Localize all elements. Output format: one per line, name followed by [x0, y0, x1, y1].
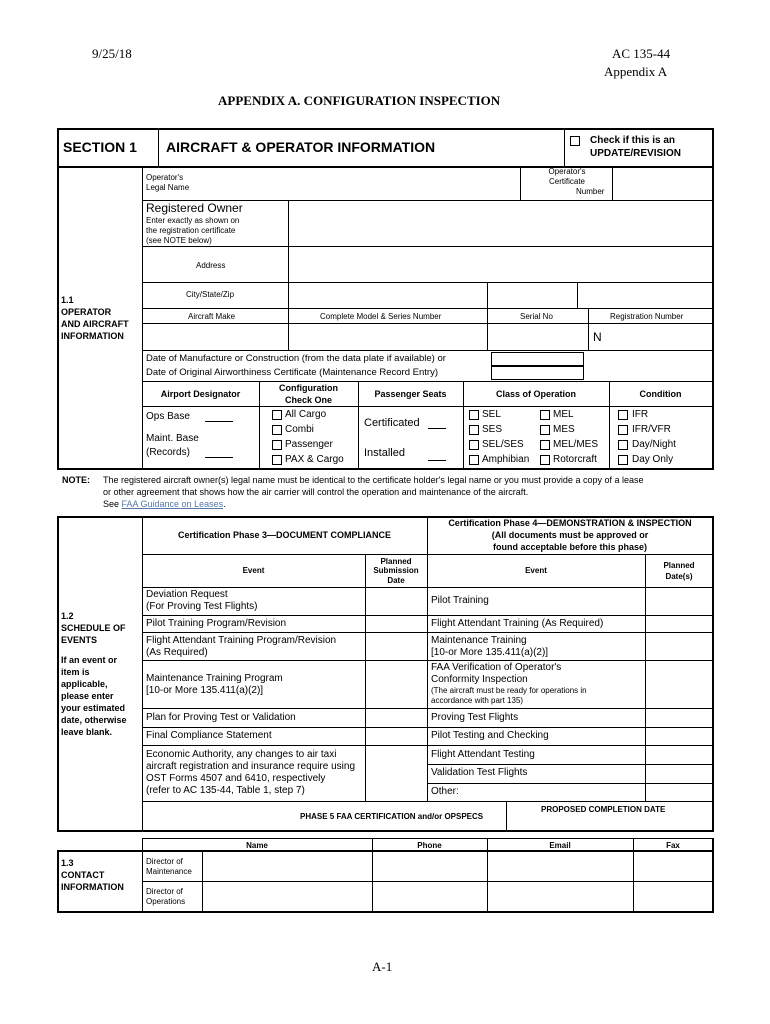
- event-pilot-testing: Pilot Testing and Checking: [431, 730, 549, 741]
- event-maint-training-1: Maintenance Training: [431, 635, 527, 646]
- airport-designator-label: Airport Designator: [160, 389, 241, 399]
- registered-owner-note-1: Enter exactly as shown on: [146, 216, 240, 225]
- faa-lease-guidance-link[interactable]: FAA Guidance on Leases: [121, 499, 224, 509]
- event-validation-flights: Validation Test Flights: [431, 767, 528, 778]
- maint-base-label-1: Maint. Base: [146, 433, 199, 444]
- contact-phone-header: Phone: [417, 841, 442, 850]
- class-of-operation-label: Class of Operation: [495, 389, 576, 399]
- event-deviation-request-1: Deviation Request: [146, 589, 228, 600]
- registered-owner-field[interactable]: [290, 202, 710, 244]
- section1-title: AIRCRAFT & OPERATOR INFORMATION: [166, 139, 436, 155]
- date-airworthiness-field[interactable]: [491, 366, 584, 380]
- condition-ifr-vfr-label: IFR/VFR: [632, 424, 671, 435]
- event-faa-verification-2: Conformity Inspection: [431, 674, 528, 685]
- planned-submission-2: Submission: [373, 566, 419, 575]
- state-field[interactable]: [489, 284, 575, 306]
- class-mes-label: MES: [553, 424, 575, 435]
- event-fa-training-program-1: Flight Attendant Training Program/Revision: [146, 635, 337, 646]
- condition-day-only-label: Day Only: [632, 454, 674, 465]
- event-pilot-training: Pilot Training: [431, 595, 489, 606]
- phase4-title-2: (All documents must be approved or: [491, 530, 649, 540]
- planned-dates-1: Planned: [663, 561, 695, 570]
- event-final-compliance: Final Compliance Statement: [146, 730, 272, 741]
- class-mel-checkbox[interactable]: [540, 410, 550, 420]
- section1-label: SECTION 1: [63, 139, 137, 155]
- config-pax-cargo-checkbox[interactable]: [272, 455, 282, 465]
- registered-owner-note-2: the registration certificate: [146, 226, 236, 235]
- date-fa-training[interactable]: [646, 616, 711, 631]
- event-other: Other:: [431, 786, 459, 797]
- event-fa-testing: Flight Attendant Testing: [431, 749, 535, 760]
- director-maintenance-2: Maintenance: [146, 867, 192, 876]
- address-field[interactable]: [290, 248, 710, 280]
- class-rotorcraft-checkbox[interactable]: [540, 455, 550, 465]
- date-fa-testing[interactable]: [646, 746, 711, 763]
- certificated-field[interactable]: [428, 428, 446, 429]
- contact-name-header: Name: [246, 841, 268, 850]
- installed-field[interactable]: [428, 460, 446, 461]
- registration-number-label: Registration Number: [610, 312, 684, 321]
- note-line-1: The registered aircraft owner(s) legal name must be identical to the certificate holder's legal name or you must provide a copy of a lease: [103, 475, 644, 485]
- class-sel-label: SEL: [482, 409, 501, 420]
- page-title: APPENDIX A. CONFIGURATION INSPECTION: [218, 93, 501, 108]
- class-mes-checkbox[interactable]: [540, 425, 550, 435]
- phase3-title: Certification Phase 3—DOCUMENT COMPLIANCE: [177, 530, 392, 540]
- note-line-2: or other agreement that shows how the air carrier will control the operation and maintenance of the aircraft.: [103, 487, 529, 497]
- registered-owner-label: Registered Owner: [146, 201, 243, 215]
- header-ac-number: AC 135-44: [612, 46, 671, 61]
- config-combi-checkbox[interactable]: [272, 425, 282, 435]
- class-sel-ses-checkbox[interactable]: [469, 440, 479, 450]
- serial-no-field[interactable]: [489, 325, 587, 348]
- date-maint-training-program[interactable]: [366, 661, 426, 707]
- class-mel-label: MEL: [553, 409, 574, 420]
- event-maint-training-program-2: [10-or More 135.411(a)(2)]: [146, 685, 264, 696]
- condition-day-night-checkbox[interactable]: [618, 440, 628, 450]
- doo-phone-field[interactable]: [374, 883, 486, 910]
- side-label-1-2-schedule: SCHEDULE OF: [61, 623, 126, 633]
- maint-base-field[interactable]: [205, 457, 233, 458]
- config-passenger-label: Passenger: [285, 439, 333, 450]
- side-note-6: date, otherwise: [61, 715, 127, 725]
- operator-legal-name-field[interactable]: [210, 168, 518, 198]
- planned-dates-2: Date(s): [665, 572, 693, 581]
- aircraft-make-field[interactable]: [144, 325, 286, 348]
- contact-fax-header: Fax: [666, 841, 680, 850]
- maint-base-label-2: (Records): [146, 447, 190, 458]
- event-plan-proving-test: Plan for Proving Test or Validation: [146, 712, 296, 723]
- event-fa-training: Flight Attendant Training (As Required): [431, 618, 604, 629]
- configuration-label-2: Check One: [284, 395, 333, 405]
- ops-base-field[interactable]: [205, 421, 233, 422]
- event-proving-test-flights: Proving Test Flights: [431, 712, 519, 723]
- planned-submission-1: Planned: [380, 557, 412, 566]
- date-other[interactable]: [646, 784, 711, 800]
- date-manufacture-field[interactable]: [491, 352, 584, 366]
- class-rotorcraft-label: Rotorcraft: [553, 454, 597, 465]
- dom-name-field[interactable]: [204, 852, 371, 880]
- dom-fax-field[interactable]: [635, 852, 711, 880]
- config-pax-cargo-label: PAX & Cargo: [285, 454, 344, 465]
- proposed-completion-field[interactable]: [508, 816, 711, 829]
- date-maint-training[interactable]: [646, 633, 711, 659]
- side-label-1-3-info: INFORMATION: [61, 882, 124, 892]
- event-economic-authority-4: (refer to AC 135-44, Table 1, step 7): [146, 785, 305, 796]
- director-maintenance-1: Director of: [146, 857, 183, 866]
- date-final-compliance[interactable]: [366, 728, 426, 744]
- director-operations-1: Director of: [146, 887, 183, 896]
- operator-legal-name-label-2: Legal Name: [146, 183, 190, 192]
- doo-email-field[interactable]: [489, 883, 632, 910]
- configuration-label-1: Configuration: [279, 383, 338, 393]
- side-label-1-1-info: INFORMATION: [61, 331, 124, 341]
- side-note-4: please enter: [61, 691, 114, 701]
- installed-label: Installed: [364, 447, 405, 459]
- update-check-label-2: UPDATE/REVISION: [590, 148, 681, 159]
- date-pilot-training-program[interactable]: [366, 616, 426, 631]
- registration-prefix: N: [593, 330, 602, 344]
- date-validation-flights[interactable]: [646, 765, 711, 782]
- event-faa-verification-1: FAA Verification of Operator's: [431, 662, 562, 673]
- model-series-field[interactable]: [290, 325, 486, 348]
- date-economic-authority[interactable]: [366, 746, 426, 800]
- update-check-label-1: Check if this is an: [590, 135, 676, 146]
- operator-cert-label-1: Operator's: [548, 167, 586, 176]
- class-mel-mes-label: MEL/MES: [553, 439, 599, 450]
- event-fa-training-program-2: (As Required): [146, 647, 208, 658]
- class-amphibian-label: Amphibian: [482, 454, 530, 465]
- condition-ifr-vfr-checkbox[interactable]: [618, 425, 628, 435]
- date-faa-verification[interactable]: [646, 661, 711, 707]
- condition-day-night-label: Day/Night: [632, 439, 676, 450]
- note-label: NOTE:: [62, 475, 90, 485]
- page-number: A-1: [372, 959, 393, 974]
- header-date: 9/25/18: [92, 46, 132, 61]
- class-ses-label: SES: [482, 424, 503, 435]
- director-operations-2: Operations: [146, 897, 186, 906]
- proposed-completion-label: PROPOSED COMPLETION DATE: [541, 805, 666, 814]
- passenger-seats-label: Passenger Seats: [374, 389, 447, 399]
- ops-base-label: Ops Base: [146, 411, 190, 422]
- event-faa-verification-note-1: (The aircraft must be ready for operations in: [431, 686, 587, 695]
- dom-email-field[interactable]: [489, 852, 632, 880]
- event-maint-training-program-1: Maintenance Training Program: [146, 673, 283, 684]
- side-note-2: item is: [61, 667, 90, 677]
- date-plan-proving-test[interactable]: [366, 709, 426, 726]
- update-revision-checkbox[interactable]: [570, 136, 580, 146]
- operator-cert-number-field[interactable]: [614, 168, 710, 198]
- event-faa-verification-note-2: accordance with part 135): [431, 696, 524, 705]
- config-passenger-checkbox[interactable]: [272, 440, 282, 450]
- operator-cert-label-2: Certificate: [548, 177, 585, 186]
- phase5-label: PHASE 5 FAA CERTIFICATION and/or OPSPECS: [300, 812, 484, 821]
- operator-legal-name-label-1: Operator's: [146, 173, 184, 182]
- side-label-1-1-number: 1.1: [61, 295, 74, 305]
- note-line-3: See FAA Guidance on Leases.: [103, 499, 226, 509]
- condition-ifr-label: IFR: [632, 409, 649, 420]
- side-label-1-3-number: 1.3: [61, 858, 74, 868]
- class-sel-ses-label: SEL/SES: [482, 439, 524, 450]
- class-amphibian-checkbox[interactable]: [469, 455, 479, 465]
- phase4-title-1: Certification Phase 4—DEMONSTRATION & INSPECTION: [448, 518, 692, 528]
- event-economic-authority-2: aircraft registration and insurance require using: [146, 761, 355, 772]
- event-deviation-request-2: (For Proving Test Flights): [146, 601, 258, 612]
- condition-label: Condition: [639, 389, 682, 399]
- side-note-1: If an event or: [61, 655, 118, 665]
- doo-name-field[interactable]: [204, 883, 371, 910]
- date-fa-training-program[interactable]: [366, 633, 426, 659]
- config-combi-label: Combi: [285, 424, 314, 435]
- date-pilot-testing[interactable]: [646, 728, 711, 744]
- city-state-zip-label: City/State/Zip: [186, 290, 235, 299]
- left-event-header: Event: [242, 566, 265, 575]
- config-all-cargo-label: All Cargo: [285, 409, 327, 420]
- contact-email-header: Email: [549, 841, 571, 850]
- class-ses-checkbox[interactable]: [469, 425, 479, 435]
- registered-owner-note-3: (see NOTE below): [146, 236, 212, 245]
- date-pilot-training[interactable]: [646, 588, 711, 614]
- zip-field[interactable]: [579, 284, 710, 306]
- side-label-1-1-aircraft: AND AIRCRAFT: [61, 319, 129, 329]
- serial-no-label: Serial No: [520, 312, 553, 321]
- city-field[interactable]: [290, 284, 486, 306]
- side-label-1-3-contact: CONTACT: [61, 870, 105, 880]
- side-label-1-2-number: 1.2: [61, 611, 74, 621]
- side-note-5: your estimated: [61, 703, 126, 713]
- date-manufacture-label: Date of Manufacture or Construction (from the data plate if available) or: [146, 353, 446, 364]
- event-economic-authority-3: OST Forms 4507 and 6410, respectively: [146, 773, 326, 784]
- event-economic-authority-1: Economic Authority, any changes to air taxi: [146, 749, 337, 760]
- side-label-1-1-operator: OPERATOR: [61, 307, 112, 317]
- condition-day-only-checkbox[interactable]: [618, 455, 628, 465]
- config-all-cargo-checkbox[interactable]: [272, 410, 282, 420]
- side-label-1-2-events: EVENTS: [61, 635, 98, 645]
- side-note-7: leave blank.: [61, 727, 113, 737]
- class-sel-checkbox[interactable]: [469, 410, 479, 420]
- registration-number-field[interactable]: [604, 325, 710, 348]
- address-label: Address: [196, 261, 226, 270]
- model-series-label: Complete Model & Series Number: [320, 312, 442, 321]
- date-deviation-request[interactable]: [366, 588, 426, 614]
- dom-phone-field[interactable]: [374, 852, 486, 880]
- date-airworthiness-label: Date of Original Airworthiness Certificate (Maintenance Record Entry): [146, 367, 438, 378]
- class-mel-mes-checkbox[interactable]: [540, 440, 550, 450]
- doo-fax-field[interactable]: [635, 883, 711, 910]
- event-maint-training-2: [10-or More 135.411(a)(2)]: [431, 647, 549, 658]
- side-note-3: applicable,: [61, 679, 108, 689]
- right-event-header: Event: [525, 566, 547, 575]
- certificated-label: Certificated: [364, 417, 420, 429]
- phase4-title-3: found acceptable before this phase): [492, 542, 648, 552]
- event-pilot-training-program: Pilot Training Program/Revision: [146, 618, 287, 629]
- aircraft-make-label: Aircraft Make: [188, 312, 236, 321]
- date-proving-test-flights[interactable]: [646, 709, 711, 726]
- operator-cert-label-3: Number: [576, 187, 605, 196]
- header-appendix: Appendix A: [604, 64, 668, 79]
- condition-ifr-checkbox[interactable]: [618, 410, 628, 420]
- planned-submission-3: Date: [387, 576, 405, 585]
